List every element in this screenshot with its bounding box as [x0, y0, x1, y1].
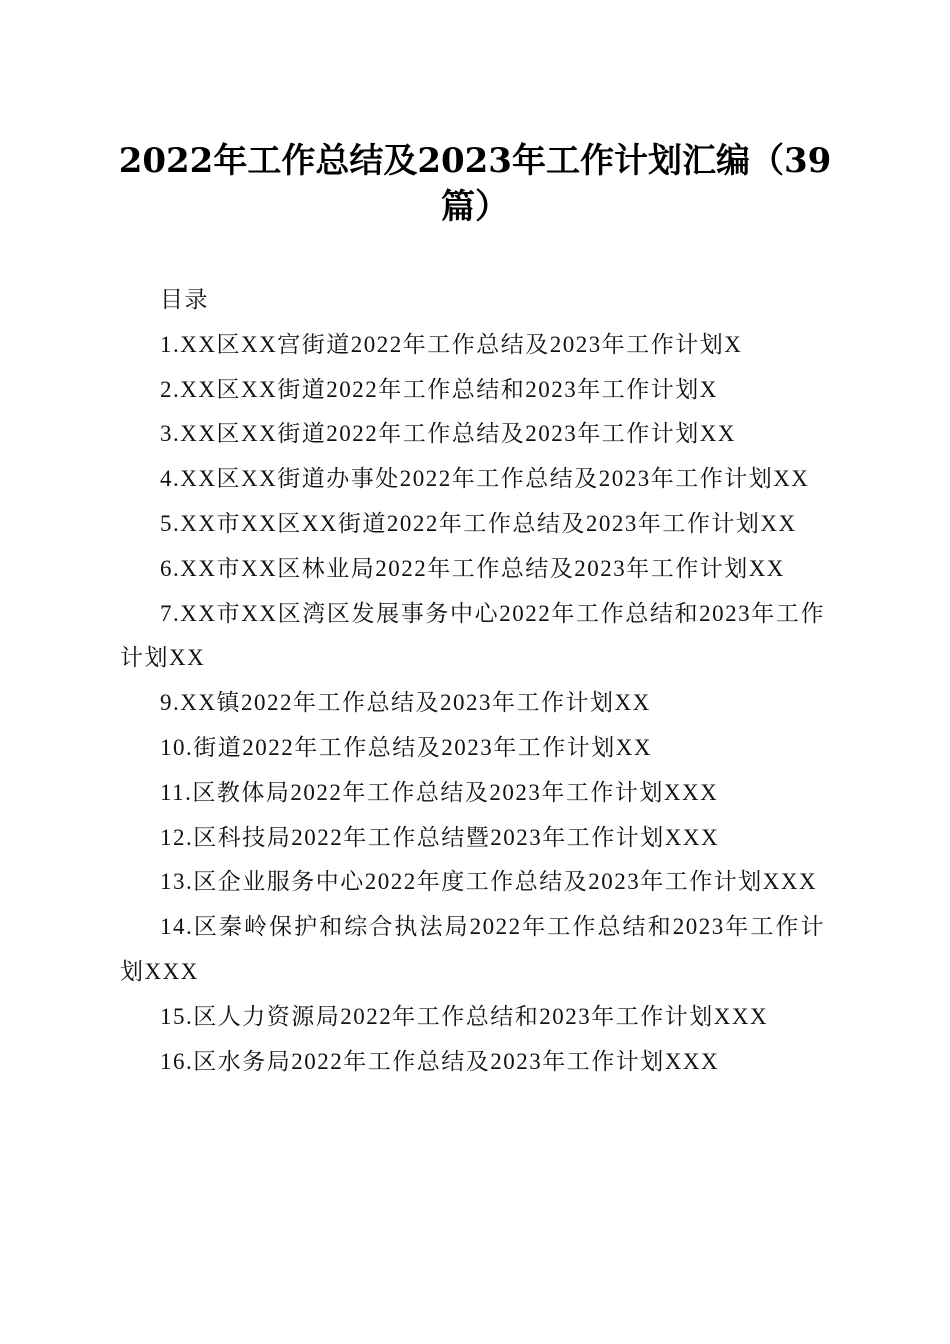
toc-item: 9.XX镇2022年工作总结及2023年工作计划XX — [160, 690, 651, 716]
toc-item: 13.区企业服务中心2022年度工作总结及2023年工作计划XXX — [160, 869, 818, 895]
document-title: 2022年工作总结及2023年工作计划汇编（39篇） — [118, 141, 832, 227]
toc-item: 2.XX区XX街道2022年工作总结和2023年工作计划X — [160, 376, 718, 402]
toc-item: 15.区人力资源局2022年工作总结和2023年工作计划XXX — [160, 1003, 769, 1029]
toc-item: 7.XX市XX区湾区发展事务中心2022年工作总结和2023年工作计划XX — [120, 600, 825, 671]
toc-item: 10.街道2022年工作总结及2023年工作计划XX — [160, 734, 652, 760]
toc-item: 12.区科技局2022年工作总结暨2023年工作计划XXX — [160, 824, 720, 850]
toc-item: 4.XX区XX街道办事处2022年工作总结及2023年工作计划XX — [160, 466, 810, 492]
toc-item: 1.XX区XX宫街道2022年工作总结及2023年工作计划X — [160, 331, 743, 357]
toc-heading: 目录 — [160, 287, 209, 312]
toc-item: 3.XX区XX街道2022年工作总结及2023年工作计划XX — [160, 421, 736, 447]
toc-item: 16.区水务局2022年工作总结及2023年工作计划XXX — [160, 1048, 720, 1074]
toc-item: 5.XX市XX区XX街道2022年工作总结及2023年工作计划XX — [160, 510, 797, 536]
table-of-contents — [120, 278, 825, 1084]
toc-item: 11.区教体局2022年工作总结及2023年工作计划XXX — [160, 779, 719, 805]
toc-item: 6.XX市XX区林业局2022年工作总结及2023年工作计划XX — [160, 555, 785, 581]
toc-item: 14.区秦岭保护和综合执法局2022年工作总结和2023年工作计划XXX — [120, 914, 825, 984]
